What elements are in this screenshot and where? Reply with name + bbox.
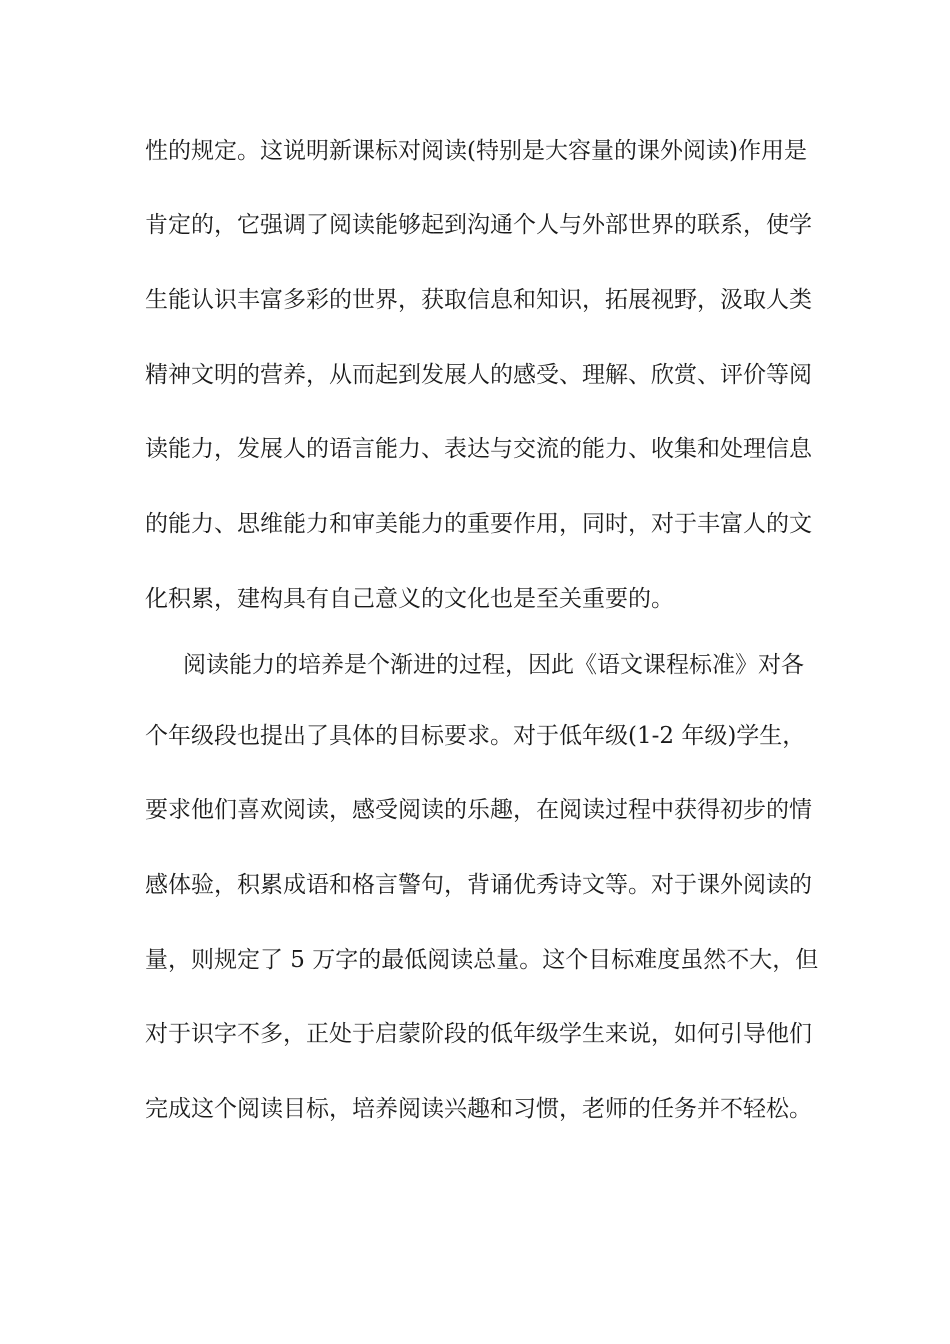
text-line: 对于识字不多，正处于启蒙阶段的低年级学生来说，如何引导他们 [145, 1021, 812, 1047]
text-line: 量，则规定了 5 万字的最低阅读总量。这个目标难度虽然不大，但 [145, 947, 819, 973]
text-line: 生能认识丰富多彩的世界，获取信息和知识，拓展视野，汲取人类 [145, 287, 812, 313]
text-line: 化积累，建构具有自己意义的文化也是至关重要的。 [145, 586, 674, 612]
text-line: 肯定的，它强调了阅读能够起到沟通个人与外部世界的联系，使学 [145, 212, 812, 238]
text-line: 要求他们喜欢阅读，感受阅读的乐趣，在阅读过程中获得初步的情 [145, 797, 812, 823]
text-line: 读能力，发展人的语言能力、表达与交流的能力、收集和处理信息 [145, 436, 812, 462]
text-line: 个年级段也提出了具体的目标要求。对于低年级(1-2 年级)学生， [145, 723, 806, 749]
text-line: 感体验，积累成语和格言警句，背诵优秀诗文等。对于课外阅读的 [145, 872, 812, 898]
text-line: 性的规定。这说明新课标对阅读(特别是大容量的课外阅读)作用是 [145, 138, 807, 164]
text-line: 阅读能力的培养是个渐进的过程，因此《语文课程标准》对各 [183, 652, 804, 678]
text-line: 的能力、思维能力和审美能力的重要作用，同时，对于丰富人的文 [145, 511, 812, 537]
text-line: 精神文明的营养，从而起到发展人的感受、理解、欣赏、评价等阅 [145, 362, 812, 388]
text-line: 完成这个阅读目标，培养阅读兴趣和习惯，老师的任务并不轻松。 [145, 1096, 812, 1122]
